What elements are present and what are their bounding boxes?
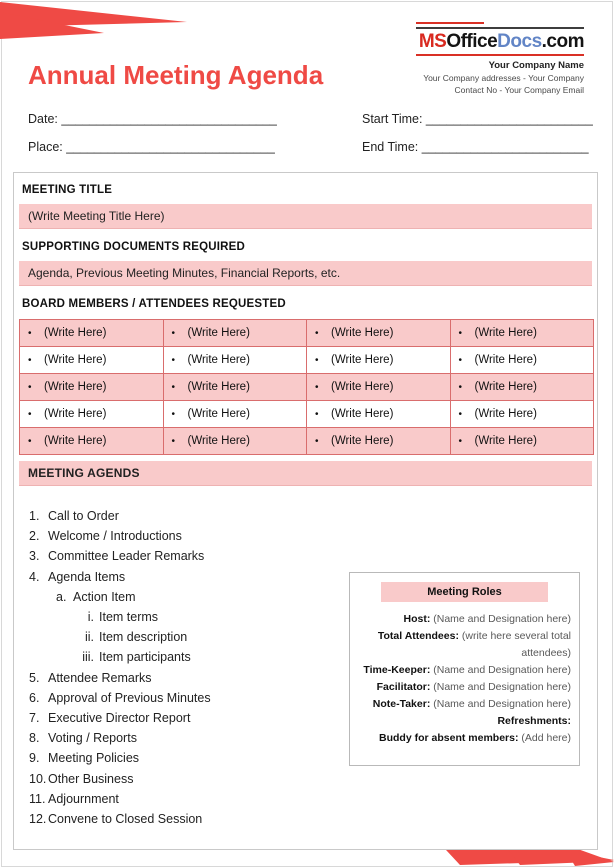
logo-part-ms: MS <box>418 31 447 52</box>
place-label: Place: <box>28 140 63 154</box>
bullet-icon: • <box>315 355 319 366</box>
meeting-title-heading: MEETING TITLE <box>22 184 113 196</box>
meeting-roles-box <box>349 572 580 766</box>
start-time-label: Start Time: <box>362 112 423 126</box>
content-box <box>13 172 598 850</box>
attendee-cell[interactable] <box>307 320 451 347</box>
agenda-item <box>14 789 597 809</box>
attendees-heading: BOARD MEMBERS / ATTENDEES REQUESTED <box>22 298 286 310</box>
logo-part-docs: Docs <box>497 31 542 52</box>
attendee-placeholder: (Write Here) <box>331 381 394 393</box>
bullet-icon: • <box>171 355 176 366</box>
attendee-cell[interactable] <box>307 347 451 374</box>
company-name: Your Company Name <box>488 60 584 71</box>
attendee-cell[interactable] <box>20 347 164 374</box>
logo-part-office: Office <box>446 31 498 52</box>
agenda-item-text: Item terms <box>99 610 159 625</box>
attendee-placeholder: (Write Here) <box>474 354 537 366</box>
attendee-cell[interactable] <box>163 320 307 347</box>
logo-red-rule-bottom <box>416 54 584 56</box>
logo-part-com: .com <box>541 31 584 52</box>
role-entry[interactable] <box>360 628 571 662</box>
supporting-docs-heading: SUPPORTING DOCUMENTS REQUIRED <box>22 241 246 253</box>
company-address-line: Your Company addresses - Your Company <box>423 73 584 83</box>
supporting-docs-placeholder[interactable]: Agenda, Previous Meeting Minutes, Financial Reports, etc. <box>19 261 592 286</box>
table-row <box>20 374 594 401</box>
meeting-agenda-heading: MEETING AGENDS <box>19 461 592 486</box>
agenda-item-text: Other Business <box>48 771 134 786</box>
date-label: Date: <box>28 112 58 126</box>
agenda-item-number: i. <box>87 610 94 625</box>
attendee-placeholder: (Write Here) <box>44 435 107 447</box>
bullet-icon: • <box>458 382 463 393</box>
meeting-roles-title: Meeting Roles <box>381 582 548 602</box>
role-label: Buddy for absent members: <box>379 732 519 744</box>
logo-red-rule-top <box>416 22 484 24</box>
attendee-cell[interactable] <box>450 347 594 374</box>
agenda-item-text: Item participants <box>99 650 191 665</box>
letterhead <box>416 22 584 95</box>
date-blank-line[interactable]: _______________________________ <box>61 112 277 126</box>
table-row <box>20 428 594 455</box>
start-time-field <box>362 112 593 126</box>
attendee-placeholder: (Write Here) <box>331 408 394 420</box>
role-label: Host: <box>403 613 431 625</box>
role-value: (Add here) <box>518 732 571 744</box>
attendee-cell[interactable] <box>163 428 307 455</box>
attendee-placeholder: (Write Here) <box>187 354 250 366</box>
attendee-cell[interactable] <box>20 320 164 347</box>
attendees-table <box>19 319 594 455</box>
attendee-placeholder: (Write Here) <box>331 354 394 366</box>
attendee-placeholder: (Write Here) <box>44 408 107 420</box>
agenda-item-text: Committee Leader Remarks <box>48 549 205 564</box>
attendee-cell[interactable] <box>307 374 451 401</box>
agenda-item-number: 3. <box>29 549 40 564</box>
role-label: Note-Taker: <box>372 698 431 710</box>
attendee-cell[interactable] <box>163 347 307 374</box>
bullet-icon: • <box>458 436 463 447</box>
bullet-icon: • <box>315 436 319 447</box>
bullet-icon: • <box>458 355 463 366</box>
attendee-placeholder: (Write Here) <box>187 327 250 339</box>
page-title: Annual Meeting Agenda <box>28 60 324 90</box>
meeting-title-placeholder[interactable]: (Write Meeting Title Here) <box>19 204 592 229</box>
role-entry[interactable] <box>360 611 571 628</box>
bullet-icon: • <box>458 409 463 420</box>
role-entry[interactable] <box>360 679 571 696</box>
agenda-item-text: Convene to Closed Session <box>48 811 203 826</box>
table-row <box>20 401 594 428</box>
attendee-cell[interactable] <box>163 401 307 428</box>
end-time-field <box>362 140 589 154</box>
agenda-item-text: Meeting Policies <box>48 751 140 766</box>
agenda-item <box>14 809 597 829</box>
table-row <box>20 347 594 374</box>
place-blank-line[interactable]: ______________________________ <box>66 140 275 154</box>
bullet-icon: • <box>315 409 319 420</box>
bullet-icon: • <box>28 409 32 420</box>
role-entry[interactable] <box>360 662 571 679</box>
attendee-cell[interactable] <box>450 374 594 401</box>
role-value: (Name and Designation here) <box>430 698 571 710</box>
bullet-icon: • <box>28 382 32 393</box>
attendee-cell[interactable] <box>20 374 164 401</box>
bullet-icon: • <box>28 436 32 447</box>
bullet-icon: • <box>171 436 176 447</box>
bullet-icon: • <box>171 382 176 393</box>
bullet-icon: • <box>28 355 32 366</box>
agenda-item-text: Voting / Reports <box>48 731 137 746</box>
table-row <box>20 320 594 347</box>
agenda-item-number: iii. <box>82 650 94 665</box>
agenda-item-text: Action Item <box>73 589 136 604</box>
attendee-placeholder: (Write Here) <box>187 381 250 393</box>
attendee-cell[interactable] <box>450 320 594 347</box>
agenda-item <box>14 768 597 788</box>
agenda-item-number: 6. <box>29 690 40 705</box>
attendee-cell[interactable] <box>20 428 164 455</box>
attendee-cell[interactable] <box>307 428 451 455</box>
bullet-icon: • <box>28 328 32 339</box>
attendee-cell[interactable] <box>450 428 594 455</box>
logo-dark-rule <box>416 27 584 29</box>
date-field <box>28 112 277 126</box>
attendee-placeholder: (Write Here) <box>44 354 107 366</box>
agenda-item-text: Agenda Items <box>48 569 126 584</box>
agenda-item <box>14 546 597 566</box>
agenda-item-text: Executive Director Report <box>48 710 191 725</box>
agenda-item-text: Item description <box>99 630 188 645</box>
role-entry[interactable] <box>360 696 571 713</box>
attendee-placeholder: (Write Here) <box>187 408 250 420</box>
company-contact-line: Contact No - Your Company Email <box>454 85 584 95</box>
start-time-blank-line[interactable]: ________________________ <box>425 112 593 126</box>
role-value: (Name and Designation here) <box>430 664 571 676</box>
role-value: (Name and Designation here) <box>430 613 571 625</box>
agenda-item-number: 2. <box>29 529 40 544</box>
attendee-placeholder: (Write Here) <box>44 327 107 339</box>
attendee-placeholder: (Write Here) <box>187 435 250 447</box>
role-value: (Name and Designation here) <box>430 681 571 693</box>
attendee-placeholder: (Write Here) <box>474 435 537 447</box>
agenda-item-number: 10. <box>29 771 47 786</box>
agenda-item-text: Approval of Previous Minutes <box>48 690 211 705</box>
attendee-cell[interactable] <box>20 401 164 428</box>
agenda-item-number: 11. <box>29 791 46 806</box>
agenda-item-text: Call to Order <box>48 509 119 524</box>
agenda-item-number: 7. <box>29 710 40 725</box>
agenda-item <box>14 506 597 526</box>
attendee-placeholder: (Write Here) <box>331 327 394 339</box>
lightning-decoration-top-left <box>0 0 200 45</box>
role-label: Facilitator: <box>376 681 431 693</box>
agenda-item-number: a. <box>56 589 67 604</box>
brand-logo <box>416 31 584 53</box>
attendee-placeholder: (Write Here) <box>474 327 537 339</box>
agenda-item-text: Welcome / Introductions <box>48 529 182 544</box>
bullet-icon: • <box>315 382 319 393</box>
agenda-item-text: Attendee Remarks <box>48 670 152 685</box>
bullet-icon: • <box>315 328 319 339</box>
end-time-blank-line[interactable]: ________________________ <box>421 140 589 154</box>
attendee-cell[interactable] <box>163 374 307 401</box>
role-value: (write here several total attendees) <box>458 630 571 659</box>
agenda-item-number: 12. <box>29 811 47 826</box>
agenda-item <box>14 526 597 546</box>
agenda-item-text: Adjournment <box>48 791 119 806</box>
attendee-cell[interactable] <box>307 401 451 428</box>
agenda-item-number: ii. <box>84 630 94 645</box>
bullet-icon: • <box>171 328 176 339</box>
meeting-roles-list <box>350 611 579 747</box>
agenda-item-number: 1. <box>29 509 40 524</box>
role-label: Time-Keeper: <box>363 664 431 676</box>
attendee-placeholder: (Write Here) <box>474 381 537 393</box>
role-entry[interactable] <box>360 713 571 730</box>
role-entry[interactable] <box>360 730 571 747</box>
bullet-icon: • <box>171 409 176 420</box>
role-label: Refreshments: <box>497 715 571 727</box>
agenda-item-number: 5. <box>29 670 40 685</box>
agenda-item-number: 8. <box>29 731 40 746</box>
bullet-icon: • <box>458 328 463 339</box>
agenda-item-number: 9. <box>29 751 40 766</box>
attendee-placeholder: (Write Here) <box>331 435 394 447</box>
attendee-cell[interactable] <box>450 401 594 428</box>
place-field <box>28 140 275 154</box>
attendee-placeholder: (Write Here) <box>474 408 537 420</box>
role-label: Total Attendees: <box>377 630 459 642</box>
end-time-label: End Time: <box>362 140 419 154</box>
agenda-item-number: 4. <box>29 569 40 584</box>
attendee-placeholder: (Write Here) <box>44 381 107 393</box>
